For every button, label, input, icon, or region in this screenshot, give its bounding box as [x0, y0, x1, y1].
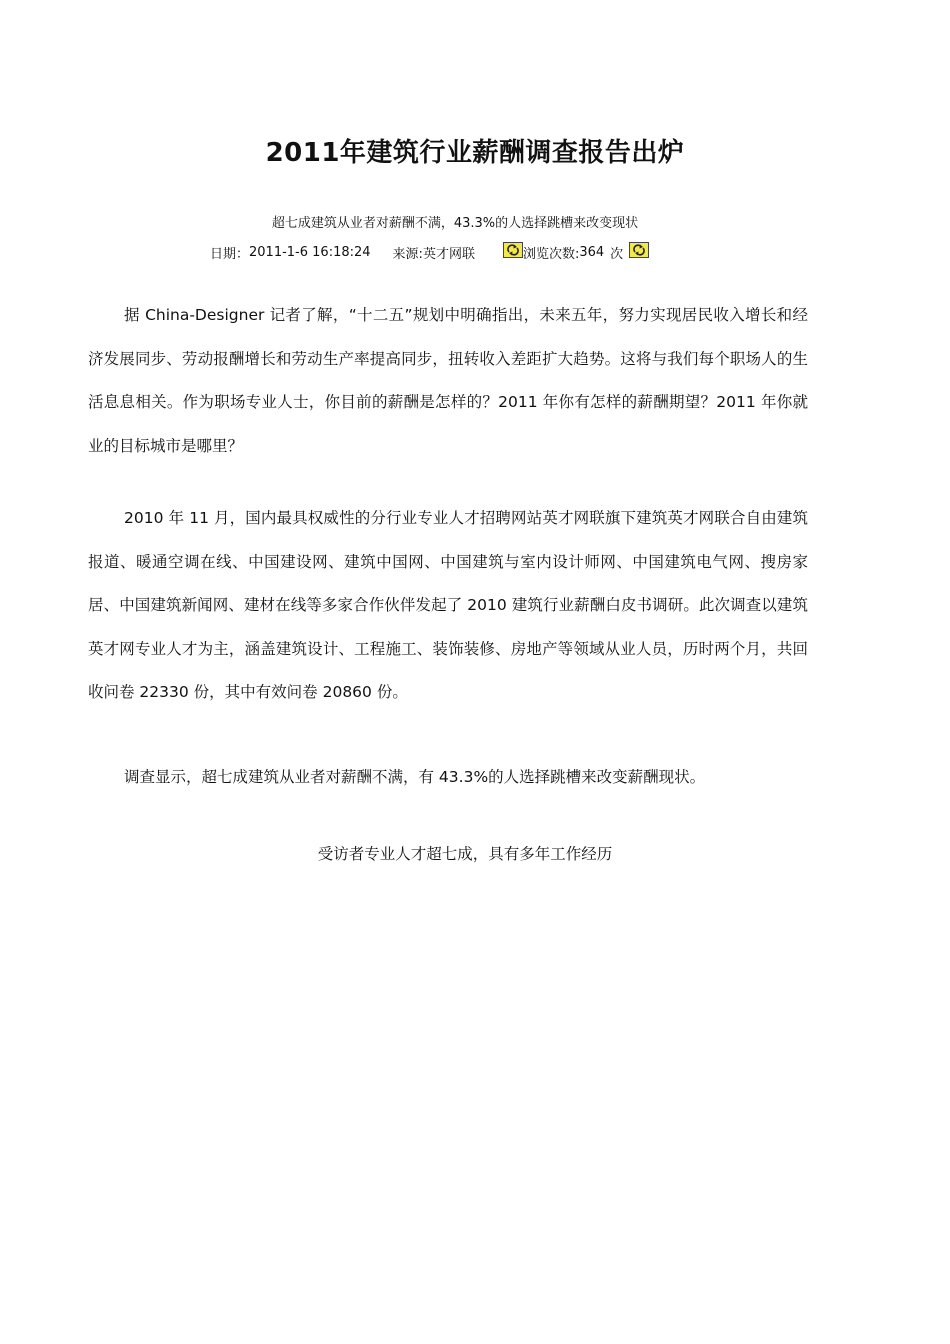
refresh-icon: [503, 242, 523, 258]
paragraph-survey: 2010 年 11 月，国内最具权威性的分行业专业人才招聘网站英才网联旗下建筑英才网联合自由建筑报道、暖通空调在线、中国建设网、建筑中国网、中国建筑与室内设计师网、中国建筑电气网、搜房家居、中国建筑新闻网、建材在线等多家合作伙伴发起了 2010 建筑行业薪酬白皮书调研。此次调查以建筑英才网专业人才为主，涵盖建筑设计、工程施工、装饰装修、房地产等领域从业人员，历时两个月，共回收问卷 22330 份，其中有效问卷 20860 份。: [88, 509, 808, 701]
paragraph-findings: 调查显示，超七成建筑从业者对薪酬不满，有 43.3%的人选择跳槽来改变薪酬现状。: [124, 768, 706, 786]
article-meta: [210, 243, 649, 262]
views-value: 364: [579, 245, 605, 260]
article-title: 2011年建筑行业薪酬调查报告出炉: [265, 138, 685, 168]
views-label: 浏览次数:: [522, 247, 580, 262]
source-label: 来源:: [392, 247, 423, 262]
paragraph-intro: 据 China-Designer 记者了解，“十二五”规划中明确指出，未来五年，努力实现居民收入增长和经济发展同步、劳动报酬增长和劳动生产率提高同步，扭转收入差距扩大趋势。这将与我们每个职场人的生活息息相关。作为职场专业人士，你目前的薪酬是怎样的？2011 年你有怎样的薪酬期望？2011 年你就业的目标城市是哪里？: [88, 306, 808, 455]
date-value: 2011-1-6 16:18:24: [249, 245, 371, 260]
source-value: 英才网联: [422, 247, 475, 262]
date-label: 日期：: [210, 247, 250, 262]
refresh-icon: [629, 242, 649, 258]
views-unit: 次: [610, 247, 624, 262]
article-subtitle: 超七成建筑从业者对薪酬不满，43.3%的人选择跳槽来改变现状: [271, 216, 639, 231]
section-caption: 受访者专业人才超七成，具有多年工作经历: [317, 845, 613, 863]
